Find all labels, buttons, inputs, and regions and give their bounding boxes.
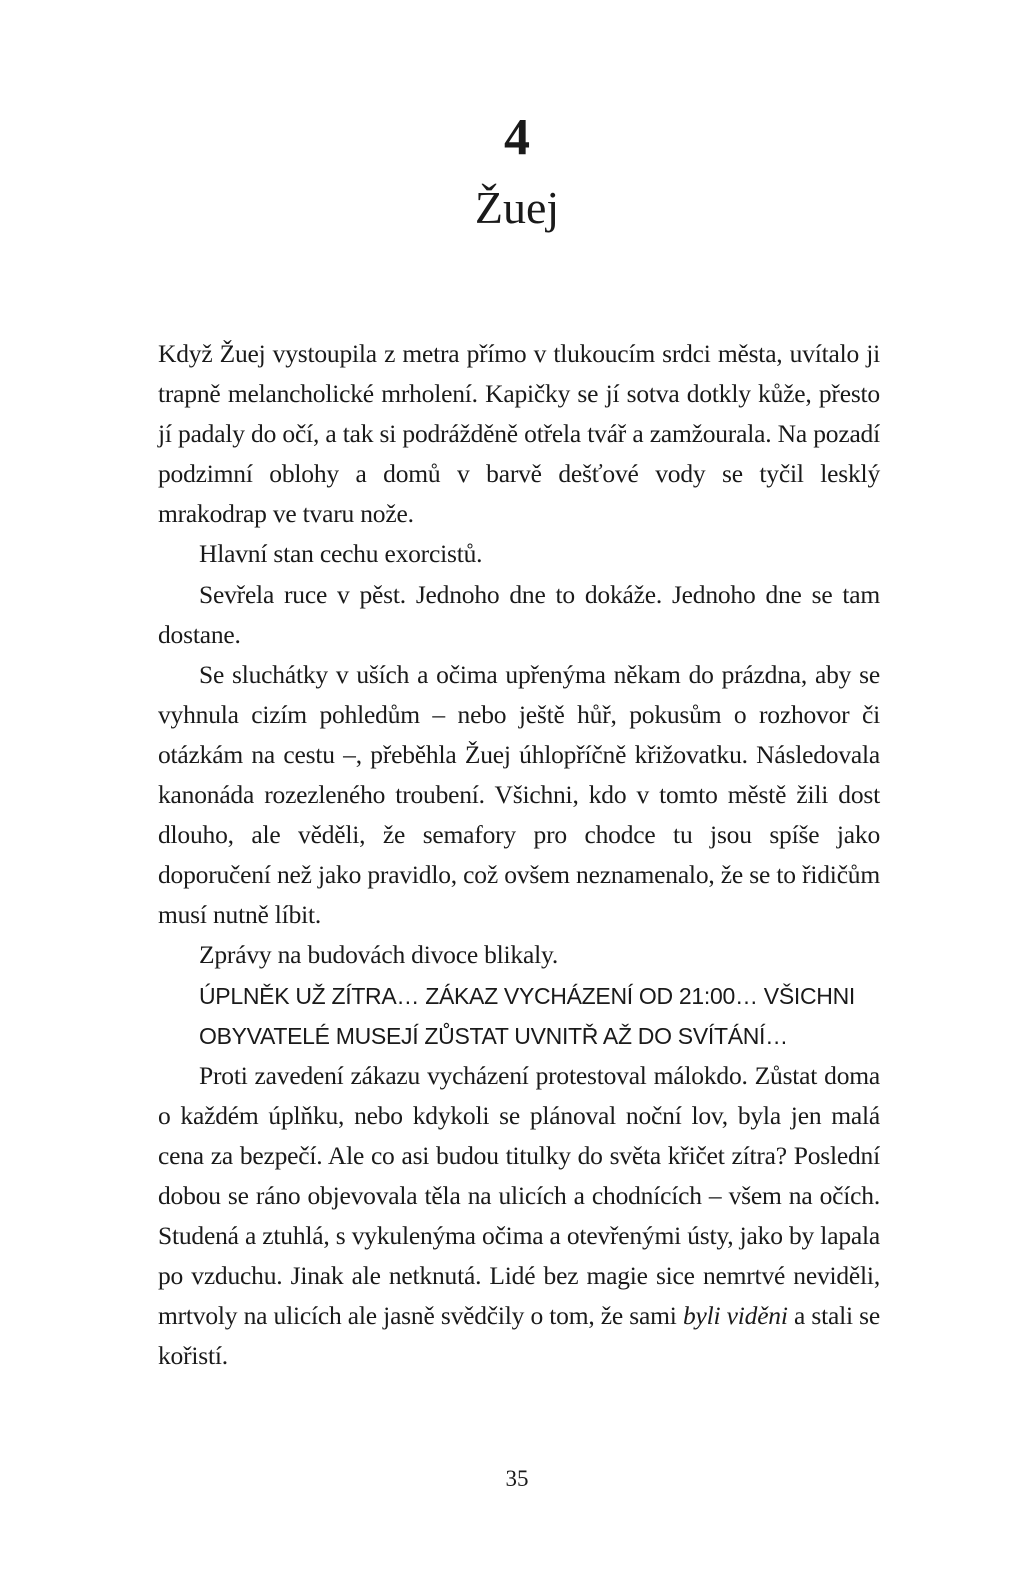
paragraph-text: Proti zavedení zákazu vycházení protestoval málokdo. Zůstat doma o každém úplňku, nebo kdykoli se plánoval noční lov, byla jen malá cena za bezpečí. Ale co asi budou titulky do světa křičet zítra? Poslední dobou se ráno objevovala těla na ulicích a chodnících – všem na očích. Studená a ztuhlá, s vykulenýma očima a otevřenými ústy, jako by lapala po vzduchu. Jinak ale netknutá. Lidé bez magie sice nemrtvé neviděli, mrtvoly na ulicích ale jasně svědčily o tom, že sami bbox=[158, 1060, 880, 1331]
emphasis-text: byli viděni bbox=[682, 1301, 788, 1331]
chapter-body bbox=[158, 334, 880, 1376]
paragraph: Sevřela ruce v pěst. Jednoho dne to dokáže. Jednoho dne se tam dostane. bbox=[158, 579, 880, 649]
chapter-number: 4 bbox=[504, 109, 530, 166]
paragraph: Zprávy na budovách divoce blikaly. bbox=[199, 940, 559, 970]
paragraph-text: a stali se kořistí. bbox=[158, 1301, 880, 1371]
chapter-title: Žuej bbox=[474, 182, 560, 233]
paragraph: Se sluchátky v uších a očima upřenýma někam do prázdna, aby se vyhnula cizím pohledům – nebo ještě hůř, pokusům o rozhovor či otázkám na cestu –, přeběhla Žuej úhlopříčně křižovatku. Následovala kanonáda rozezleného troubení. Všichni, kdo v tomto městě žili dost dlouho, ale věděli, že semafory pro chodce tu jsou spíše jako doporučení než jako pravidlo, což ovšem neznamenalo, že se to řidičům musí nutně líbit. bbox=[158, 659, 880, 930]
paragraph: Když Žuej vystoupila z metra přímo v tlukoucím srdci města, uvítalo ji trapně melancholické mrholení. Kapičky se jí sotva dotkly kůže, přesto jí padaly do očí, a tak si podrážděně otřela tvář a zamžourala. Na pozadí podzimní oblohy a domů v barvě dešťové vody se tyčil lesklý mrakodrap ve tvaru nože. bbox=[158, 339, 880, 529]
paragraph bbox=[158, 1056, 880, 1377]
paragraph: Hlavní stan cechu exorcistů. bbox=[199, 539, 483, 569]
news-ticker-text: ÚPLNĚK UŽ ZÍTRA… ZÁKAZ VYCHÁZENÍ OD 21:00… VŠICHNI OBYVATELÉ MUSEJÍ ZŮSTAT UVNITŘ AŽ DO SVÍTÁNÍ… bbox=[199, 982, 855, 1049]
page-number: 35 bbox=[505, 1466, 529, 1491]
